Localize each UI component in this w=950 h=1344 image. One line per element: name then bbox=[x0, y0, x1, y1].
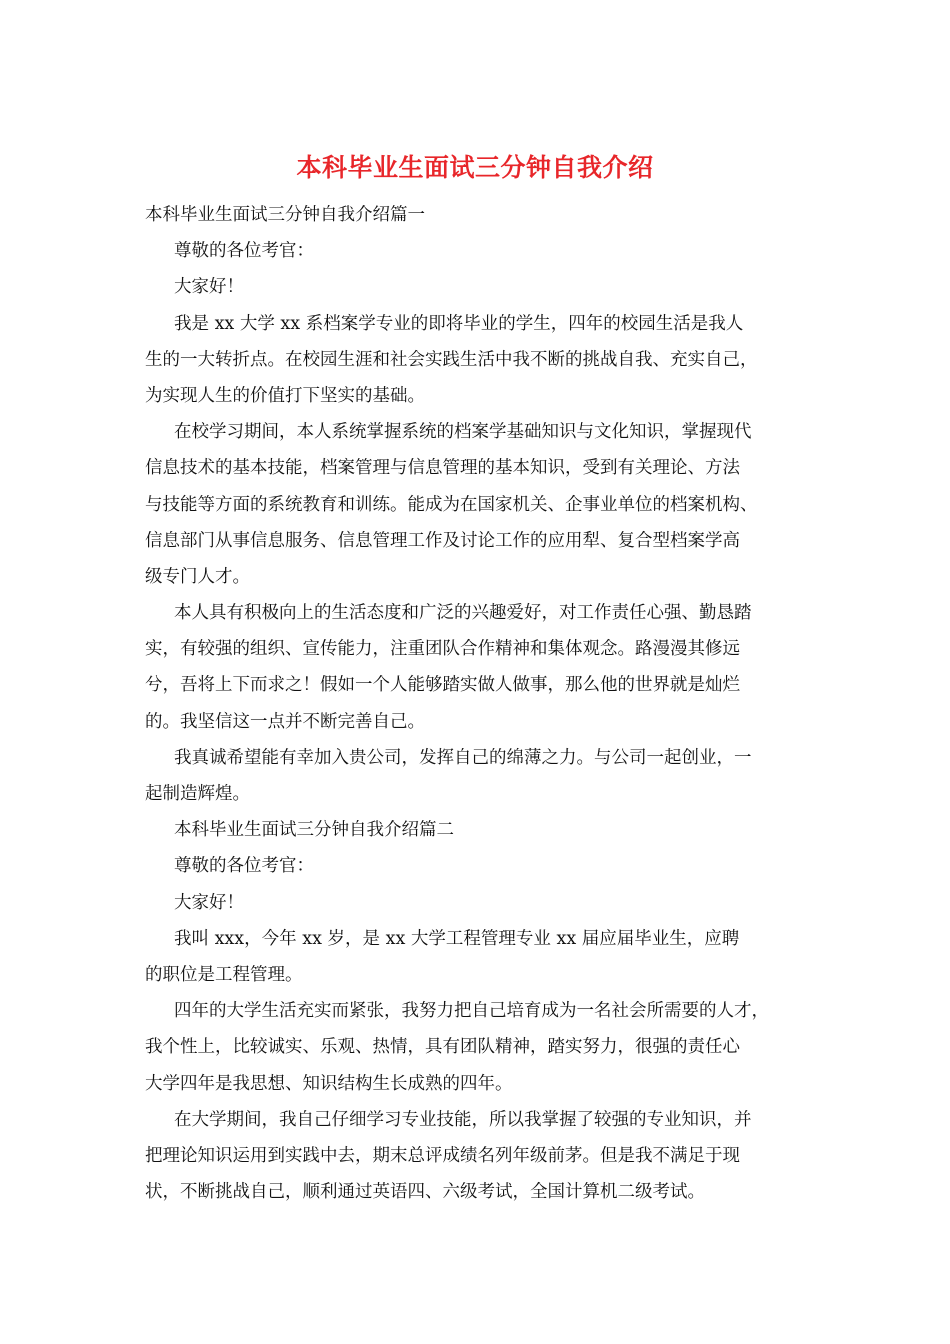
text-line: 我个性上，比较诚实、乐观、热情，具有团队精神，踏实努力，很强的责任心 bbox=[145, 1037, 740, 1058]
text-line: 生的一大转折点。在校园生涯和社会实践生活中我不断的挑战自我、充实自己， bbox=[145, 349, 758, 370]
text-line: 的职位是工程管理。 bbox=[145, 964, 303, 985]
text-line: 本科毕业生面试三分钟自我介绍篇二 bbox=[174, 820, 454, 841]
document-body bbox=[145, 197, 810, 1210]
text-line: 尊敬的各位考官： bbox=[174, 241, 314, 262]
text-line: 在校学习期间，本人系统掌握系统的档案学基础知识与文化知识，掌握现代 bbox=[174, 422, 752, 443]
text-line: 在大学期间，我自己仔细学习专业技能，所以我掌握了较强的专业知识，并 bbox=[174, 1109, 752, 1130]
text-line: 起制造辉煌。 bbox=[145, 784, 250, 804]
text-line: 本人具有积极向上的生活态度和广泛的兴趣爱好，对工作责任心强、勤恳踏 bbox=[174, 603, 752, 624]
text-line: 级专门人才。 bbox=[145, 566, 250, 587]
text-line: 兮，吾将上下而求之！假如一个人能够踏实做人做事，那么他的世界就是灿烂 bbox=[145, 675, 740, 696]
document-title: 本科毕业生面试三分钟自我介绍 bbox=[296, 153, 654, 182]
text-line: 本科毕业生面试三分钟自我介绍篇一 bbox=[145, 205, 425, 225]
text-line: 把理论知识运用到实践中去，期末总评成绩名列年级前茅。但是我不满足于现 bbox=[145, 1145, 740, 1166]
text-line: 大家好！ bbox=[174, 892, 244, 913]
text-line: 的。我坚信这一点并不断完善自己。 bbox=[145, 711, 425, 732]
text-line: 信息部门从事信息服务、信息管理工作及讨论工作的应用犁、复合型档案学高 bbox=[145, 530, 740, 551]
text-line: 我叫 xxx，今年 xx 岁，是 xx 大学工程管理专业 xx 届应届毕业生，应聘 bbox=[174, 928, 740, 949]
text-line: 与技能等方面的系统教育和训练。能成为在国家机关、企事业单位的档案机构、 bbox=[145, 494, 758, 515]
text-line: 我真诚希望能有幸加入贵公司，发挥自己的绵薄之力。与公司一起创业，一 bbox=[174, 747, 752, 768]
text-line: 为实现人生的价值打下坚实的基础。 bbox=[145, 385, 425, 406]
text-line: 状，不断挑战自己，顺利通过英语四、六级考试，全国计算机二级考试。 bbox=[145, 1182, 705, 1203]
text-line: 四年的大学生活充实而紧张，我努力把自己培育成为一名社会所需要的人才， bbox=[174, 1001, 769, 1022]
text-line: 大家好！ bbox=[174, 277, 244, 298]
text-line: 尊敬的各位考官： bbox=[174, 856, 314, 877]
text-line: 大学四年是我思想、知识结构生长成熟的四年。 bbox=[145, 1073, 513, 1094]
text-line: 我是 xx 大学 xx 系档案学专业的即将毕业的学生，四年的校园生活是我人 bbox=[174, 313, 744, 334]
text-line: 实，有较强的组织、宣传能力，注重团队合作精神和集体观念。路漫漫其修远 bbox=[145, 639, 740, 660]
text-line: 信息技术的基本技能，档案管理与信息管理的基本知识，受到有关理论、方法 bbox=[145, 458, 740, 479]
